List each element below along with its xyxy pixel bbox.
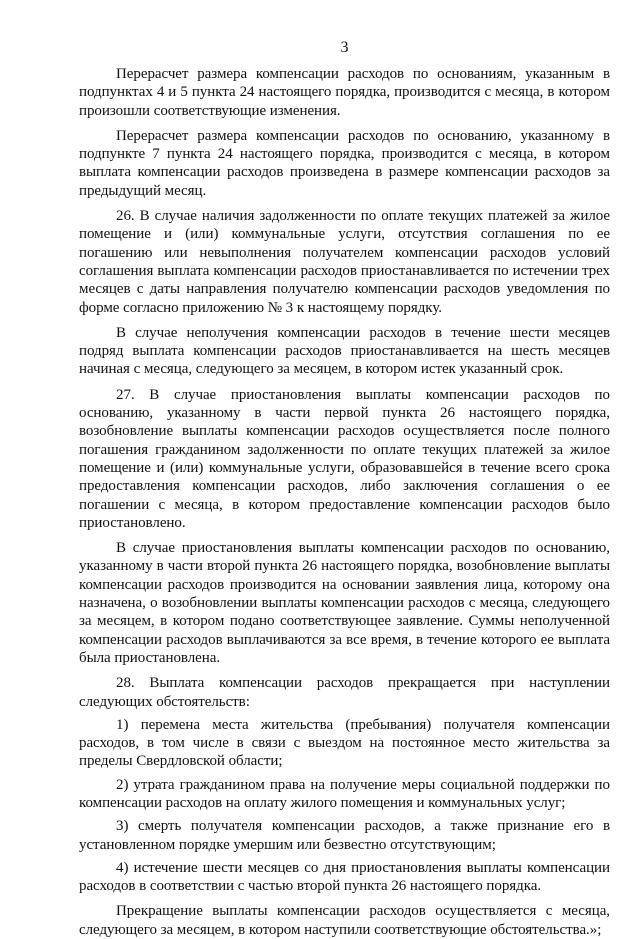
document-page <box>79 38 610 939</box>
paragraph-recalc-subparagraphs-4-5: Перерасчет размера компенсации расходов по основаниям, указанным в подпунктах 4 и 5 пункта 24 настоящего порядка, производится с месяца, в котором произошли соответствующие изменения. <box>79 66 610 119</box>
paragraph-item-27: 27. В случае приостановления выплаты компенсации расходов по основанию, указанному в части первой пункта 26 настоящего порядка, возобновление выплаты компенсации расходов осуществляется после полного погашения гражданином задолженности по оплате текущих платежей за жилое помещение и (или) коммунальные услуги, образовавшейся в течение всего срока предоставления компенсации расходов, либо заключения соглашения о ее погашении с месяца, в котором предоставление компенсации расходов было приостановлено. <box>79 386 610 531</box>
page-number: 3 <box>340 39 349 56</box>
list-item-28-1: 1) перемена места жительства (пребывания) получателя компенсации расходов, в том числе в связи с выездом на постоянное место жительства за пределы Свердловской области; <box>79 716 610 770</box>
paragraph-item-26: 26. В случае наличия задолженности по оплате текущих платежей за жилое помещение и (или) коммунальные услуги, отсутствия соглашения по ее погашению или невыполнения получателем компенсации расходов условий соглашения выплата компенсации расходов приостанавливается по истечении трех месяцев с даты направления получателю компенсации расходов уведомления по форме согласно приложению № 3 к настоящему порядку. <box>79 208 610 316</box>
list-item-28-4: 4) истечение шести месяцев со дня приостановления выплаты компенсации расходов в соответствии с частью второй пункта 26 настоящего порядка. <box>79 859 610 895</box>
paragraph-recalc-subparagraph-7: Перерасчет размера компенсации расходов по основанию, указанному в подпункте 7 пункта 24 настоящего порядка, производится с месяца, в котором выплата компенсации расходов произведена в размере компенсации расходов за предыдущий месяц. <box>79 127 610 199</box>
list-item-28-3: 3) смерть получателя компенсации расходов, а также признание его в установленном порядке умершим или безвестно отсутствующим; <box>79 818 610 853</box>
list-item-28-2: 2) утрата гражданином права на получение меры социальной поддержки по компенсации расходов на оплату жилого помещения и коммунальных услуг; <box>79 776 610 811</box>
paragraph-item-26-part-2: В случае неполучения компенсации расходов в течение шести месяцев подряд выплата компенсации расходов приостанавливается на шесть месяцев начиная с месяца, следующего за месяцем, в котором истек указанный срок. <box>79 324 610 378</box>
paragraph-termination: Прекращение выплаты компенсации расходов осуществляется с месяца, следующего за месяцем, в котором наступили соответствующие обстоятельства.»; <box>79 903 610 938</box>
paragraph-item-28: 28. Выплата компенсации расходов прекращается при наступлении следующих обстоятельств: <box>79 675 610 710</box>
paragraph-item-27-part-2: В случае приостановления выплаты компенсации расходов по основанию, указанному в части второй пункта 26 настоящего порядка, возобновление выплаты компенсации расходов производится на основании заявления лица, которому она назначена, о возобновлении выплаты компенсации расходов с месяца, следующего за месяцем, в котором подано соответствующее заявление. Суммы неполученной компенсации расходов выплачиваются за все время, в течение которого ее выплата была приостановлена. <box>79 540 610 666</box>
